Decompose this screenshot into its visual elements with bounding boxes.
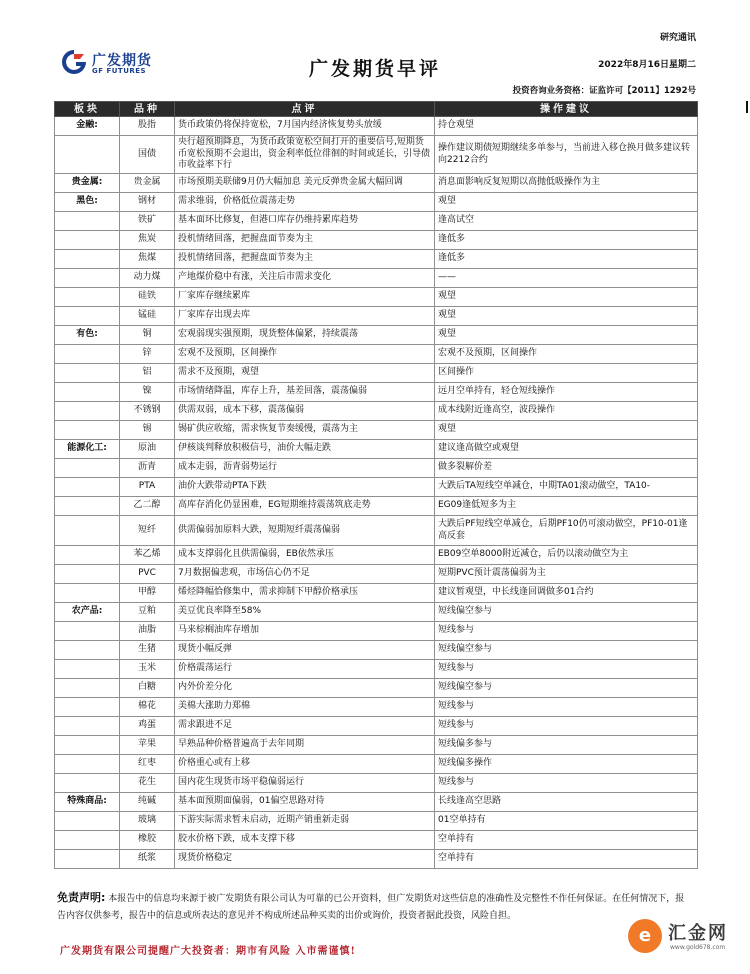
variety-cell: 铜	[120, 326, 175, 345]
variety-cell: 锰硅	[120, 307, 175, 326]
table-row	[55, 231, 698, 250]
comment-cell: 美豆优良率降至58%	[175, 603, 435, 622]
comment-cell: 需求维弱，价格低位震荡走势	[175, 193, 435, 212]
table-row	[55, 603, 698, 622]
comment-cell: 厂家库存继续累库	[175, 288, 435, 307]
sector-cell: 有色:	[55, 326, 120, 345]
advice-cell: EB09空单8000附近减仓，后仍以滚动做空为主	[435, 546, 698, 565]
variety-cell: 苯乙烯	[120, 546, 175, 565]
comment-cell: 美棉大涨助力郑棉	[175, 698, 435, 717]
advice-cell: 宏观不及预期，区间操作	[435, 345, 698, 364]
table-row	[55, 250, 698, 269]
sector-cell	[55, 516, 120, 546]
sector-cell	[55, 812, 120, 831]
comment-cell: 锡矿供应收缩，需求恢复节奏缓慢，震荡为主	[175, 421, 435, 440]
advice-cell: 区间操作	[435, 364, 698, 383]
table-row	[55, 736, 698, 755]
variety-cell: PTA	[120, 478, 175, 497]
table-header-row	[55, 102, 698, 117]
comment-cell: 供需双弱，成本下移，震荡偏弱	[175, 402, 435, 421]
advice-cell: 短线偏空参与	[435, 679, 698, 698]
page-title: 广发期货早评	[308, 58, 441, 80]
sector-cell	[55, 831, 120, 850]
variety-cell: 白糖	[120, 679, 175, 698]
advice-cell: 逢低多	[435, 231, 698, 250]
table-row	[55, 793, 698, 812]
variety-cell: 甲醇	[120, 584, 175, 603]
sector-cell: 贵金属:	[55, 174, 120, 193]
variety-cell: 油脂	[120, 622, 175, 641]
advice-cell: 短线参与	[435, 660, 698, 679]
advice-cell: ——	[435, 269, 698, 288]
table-row	[55, 478, 698, 497]
logo-english-name: GF FUTURES	[92, 67, 147, 75]
sector-cell	[55, 364, 120, 383]
comment-cell: 央行超预期降息，为货币政策宽松空间打开的重要信号,短期货币宽松预期不会退出，资金利率低位徘徊的时间或延长，引导债市收益率下行	[175, 136, 435, 174]
table-row	[55, 774, 698, 793]
advice-cell: 短线参与	[435, 622, 698, 641]
advice-cell: 消息面影响反复短期以高抛低吸操作为主	[435, 174, 698, 193]
comment-cell: 早熟品种价格普遍高于去年同期	[175, 736, 435, 755]
table-row	[55, 831, 698, 850]
header-variety: 品种	[120, 102, 175, 117]
advice-cell: 建议暂观望，中长线逢回调做多01合约	[435, 584, 698, 603]
table-row	[55, 193, 698, 212]
table-row	[55, 345, 698, 364]
sector-cell	[55, 622, 120, 641]
variety-cell: 乙二醇	[120, 497, 175, 516]
comment-cell: 基本面预期面偏弱，01偏空思路对待	[175, 793, 435, 812]
sector-cell	[55, 250, 120, 269]
badge-site-url: www.gold678.com	[670, 944, 726, 951]
sector-cell	[55, 736, 120, 755]
header-comment: 点评	[175, 102, 435, 117]
sector-cell	[55, 717, 120, 736]
comment-cell: 投机情绪回落，把握盘面节奏为主	[175, 231, 435, 250]
variety-cell: 铝	[120, 364, 175, 383]
sector-cell	[55, 641, 120, 660]
advice-cell: 短线偏多参与	[435, 736, 698, 755]
sector-cell	[55, 774, 120, 793]
variety-cell: 焦炭	[120, 231, 175, 250]
table-row	[55, 850, 698, 869]
variety-cell: 纯碱	[120, 793, 175, 812]
comment-cell: 供需偏弱加原料大跌，短期短纤震荡偏弱	[175, 516, 435, 546]
table-row	[55, 546, 698, 565]
table-row	[55, 812, 698, 831]
variety-cell: 橡胶	[120, 831, 175, 850]
comment-cell: 宏观不及预期，区间操作	[175, 345, 435, 364]
comment-cell: 烯烃降幅恰修集中，需求抑制下甲醇价格承压	[175, 584, 435, 603]
table-row	[55, 421, 698, 440]
comment-cell: 国内花生现货市场平稳偏弱运行	[175, 774, 435, 793]
variety-cell: 玉米	[120, 660, 175, 679]
sector-cell	[55, 402, 120, 421]
comment-cell: 内外价差分化	[175, 679, 435, 698]
comment-cell: 基本面环比修复，但港口库存仍维持累库趋势	[175, 212, 435, 231]
variety-cell: 纸浆	[120, 850, 175, 869]
logo-chinese-name: 广发期货	[92, 53, 152, 69]
comment-cell: 成本走弱，沥青弱势运行	[175, 459, 435, 478]
comment-cell: 厂家库存出现去库	[175, 307, 435, 326]
variety-cell: 动力煤	[120, 269, 175, 288]
table-row	[55, 364, 698, 383]
badge-site-name: 汇金网	[668, 923, 728, 944]
advice-cell: 空单持有	[435, 850, 698, 869]
table-row	[55, 660, 698, 679]
comment-cell: 需求不及预期，观望	[175, 364, 435, 383]
variety-cell: 苹果	[120, 736, 175, 755]
sector-cell	[55, 383, 120, 402]
header-advice: 操作建议	[435, 102, 698, 117]
sector-cell	[55, 459, 120, 478]
advice-cell: 大跌后TA短线空单减仓，中期TA01滚动做空，TA10-	[435, 478, 698, 497]
comment-cell: 7月数据偏悲观，市场信心仍不足	[175, 565, 435, 584]
disclaimer-label: 免责声明:	[57, 891, 106, 904]
sector-cell	[55, 660, 120, 679]
variety-cell: 铁矿	[120, 212, 175, 231]
advice-cell: 长线逢高空思路	[435, 793, 698, 812]
table-row	[55, 497, 698, 516]
comment-cell: 成本支撑弱化且供需偏弱，EB依然承压	[175, 546, 435, 565]
sector-cell	[55, 307, 120, 326]
table-row	[55, 288, 698, 307]
badge-logo-icon: e	[628, 919, 662, 953]
header-sector: 板块	[55, 102, 120, 117]
advice-cell: 观望	[435, 326, 698, 345]
sector-cell	[55, 288, 120, 307]
table-row	[55, 717, 698, 736]
advice-cell: 短线参与	[435, 717, 698, 736]
advice-cell: 观望	[435, 421, 698, 440]
table-row	[55, 584, 698, 603]
advice-cell: 操作建议期债短期继续多单参与，当前进入移仓换月做多建议转向2212合约	[435, 136, 698, 174]
comment-cell: 宏观弱现实强预期，现货整体偏紧，持续震荡	[175, 326, 435, 345]
sector-cell	[55, 212, 120, 231]
table-row	[55, 383, 698, 402]
sector-cell	[55, 497, 120, 516]
disclaimer	[57, 888, 687, 924]
sector-cell: 金融:	[55, 117, 120, 136]
advice-cell: 成本线附近逢高空，波段操作	[435, 402, 698, 421]
table-row	[55, 136, 698, 174]
advice-cell: 空单持有	[435, 831, 698, 850]
qualification-note: 投资咨询业务资格：证监许可【2011】1292号	[512, 86, 696, 96]
variety-cell: 生猪	[120, 641, 175, 660]
advice-cell: 01空单持有	[435, 812, 698, 831]
comment-cell: 胶水价格下跌，成本支撑下移	[175, 831, 435, 850]
variety-cell: 不锈钢	[120, 402, 175, 421]
table-row	[55, 755, 698, 774]
table-row	[55, 212, 698, 231]
variety-cell: 股指	[120, 117, 175, 136]
comment-cell: 现货小幅反弹	[175, 641, 435, 660]
table-row	[55, 516, 698, 546]
sector-cell	[55, 421, 120, 440]
sector-cell	[55, 755, 120, 774]
variety-cell: 焦煤	[120, 250, 175, 269]
comment-cell: 现货价格稳定	[175, 850, 435, 869]
variety-cell: 红枣	[120, 755, 175, 774]
comment-cell: 下游实际需求暂未启动，近期产销重新走弱	[175, 812, 435, 831]
advice-cell: 短期PVC预计震荡偏弱为主	[435, 565, 698, 584]
advice-cell: 短线参与	[435, 774, 698, 793]
table-row	[55, 698, 698, 717]
advice-cell: 短线偏空参与	[435, 641, 698, 660]
advice-cell: 短线参与	[435, 698, 698, 717]
sector-cell: 特殊商品:	[55, 793, 120, 812]
advice-cell: 观望	[435, 288, 698, 307]
table-row	[55, 269, 698, 288]
comment-cell: 价格重心或有上移	[175, 755, 435, 774]
comment-cell: 产地煤价稳中有涨，关注后市需求变化	[175, 269, 435, 288]
advice-cell: 建议逢高做空或观望	[435, 440, 698, 459]
sector-cell: 农产品:	[55, 603, 120, 622]
table-row	[55, 459, 698, 478]
comment-cell: 油价大跌带动PTA下跌	[175, 478, 435, 497]
sector-cell: 黑色:	[55, 193, 120, 212]
variety-cell: 鸡蛋	[120, 717, 175, 736]
advice-cell: 大跌后PF短线空单减仓，后期PF10仍可滚动做空，PF10-01逢高反套	[435, 516, 698, 546]
risk-warning-footer: 广发期货有限公司提醒广大投资者：期市有风险 入市需谨慎!	[60, 946, 356, 957]
sector-cell	[55, 478, 120, 497]
sector-cell: 能源化工:	[55, 440, 120, 459]
table-row	[55, 326, 698, 345]
sector-cell	[55, 850, 120, 869]
sector-cell	[55, 584, 120, 603]
advice-cell: 短线偏多操作	[435, 755, 698, 774]
comment-cell: 投机情绪回落，把握盘面节奏为主	[175, 250, 435, 269]
advice-cell: 持仓观望	[435, 117, 698, 136]
table-row	[55, 117, 698, 136]
source-watermark-badge	[628, 917, 744, 957]
disclaimer-text: 本报告中的信息均来源于被广发期货有限公司认为可靠的已公开资料，但广发期货对这些信息的准确性及完整性不作任何保证。在任何情况下，报告内容仅供参考，报告中的信息或所表达的意见并不构成所述品种买卖的出价或询价，投资者据此投资，风险自担。	[57, 894, 685, 921]
variety-cell: 原油	[120, 440, 175, 459]
variety-cell: 豆粕	[120, 603, 175, 622]
morning-brief-table	[54, 101, 698, 869]
sector-cell	[55, 698, 120, 717]
comment-cell: 马来棕榈油库存增加	[175, 622, 435, 641]
comment-cell: 需求跟进不足	[175, 717, 435, 736]
advice-cell: 做多裂解价差	[435, 459, 698, 478]
sector-cell	[55, 546, 120, 565]
advice-cell: 逢高试空	[435, 212, 698, 231]
advice-cell: 短线偏空参与	[435, 603, 698, 622]
variety-cell: 镍	[120, 383, 175, 402]
table-row	[55, 565, 698, 584]
variety-cell: 锡	[120, 421, 175, 440]
table-body	[55, 117, 698, 869]
comment-cell: 伊核谈判释放积极信号，油价大幅走跌	[175, 440, 435, 459]
sector-cell	[55, 231, 120, 250]
comment-cell: 货币政策仍将保持宽松，7月国内经济恢复势头放缓	[175, 117, 435, 136]
advice-cell: EG09逢低短多为主	[435, 497, 698, 516]
doc-type-label: 研究通讯	[659, 33, 696, 43]
variety-cell: 硅铁	[120, 288, 175, 307]
table-row	[55, 440, 698, 459]
variety-cell: 短纤	[120, 516, 175, 546]
table-row	[55, 307, 698, 326]
table-row	[55, 641, 698, 660]
variety-cell: PVC	[120, 565, 175, 584]
advice-cell: 观望	[435, 193, 698, 212]
variety-cell: 沥青	[120, 459, 175, 478]
variety-cell: 棉花	[120, 698, 175, 717]
comment-cell: 市场情绪降温，库存上升，基差回落，震荡偏弱	[175, 383, 435, 402]
comment-cell: 高库存消化仍显困难，EG短期维持震荡筑底走势	[175, 497, 435, 516]
sector-cell	[55, 565, 120, 584]
report-date: 2022年8月16日星期二	[598, 60, 696, 70]
advice-cell: 远月空单持有，轻仓短线操作	[435, 383, 698, 402]
sector-cell	[55, 679, 120, 698]
variety-cell: 锌	[120, 345, 175, 364]
advice-cell: 逢低多	[435, 250, 698, 269]
variety-cell: 国债	[120, 136, 175, 174]
sector-cell	[55, 136, 120, 174]
variety-cell: 玻璃	[120, 812, 175, 831]
table-row	[55, 622, 698, 641]
variety-cell: 钢材	[120, 193, 175, 212]
sector-cell	[55, 269, 120, 288]
comment-cell: 市场预期美联储9月仍大幅加息 美元反弹贵金属大幅回调	[175, 174, 435, 193]
edge-marker	[746, 101, 748, 113]
advice-cell: 观望	[435, 307, 698, 326]
comment-cell: 价格震荡运行	[175, 660, 435, 679]
sector-cell	[55, 345, 120, 364]
table-row	[55, 174, 698, 193]
table-row	[55, 679, 698, 698]
table-row	[55, 402, 698, 421]
variety-cell: 贵金属	[120, 174, 175, 193]
variety-cell: 花生	[120, 774, 175, 793]
